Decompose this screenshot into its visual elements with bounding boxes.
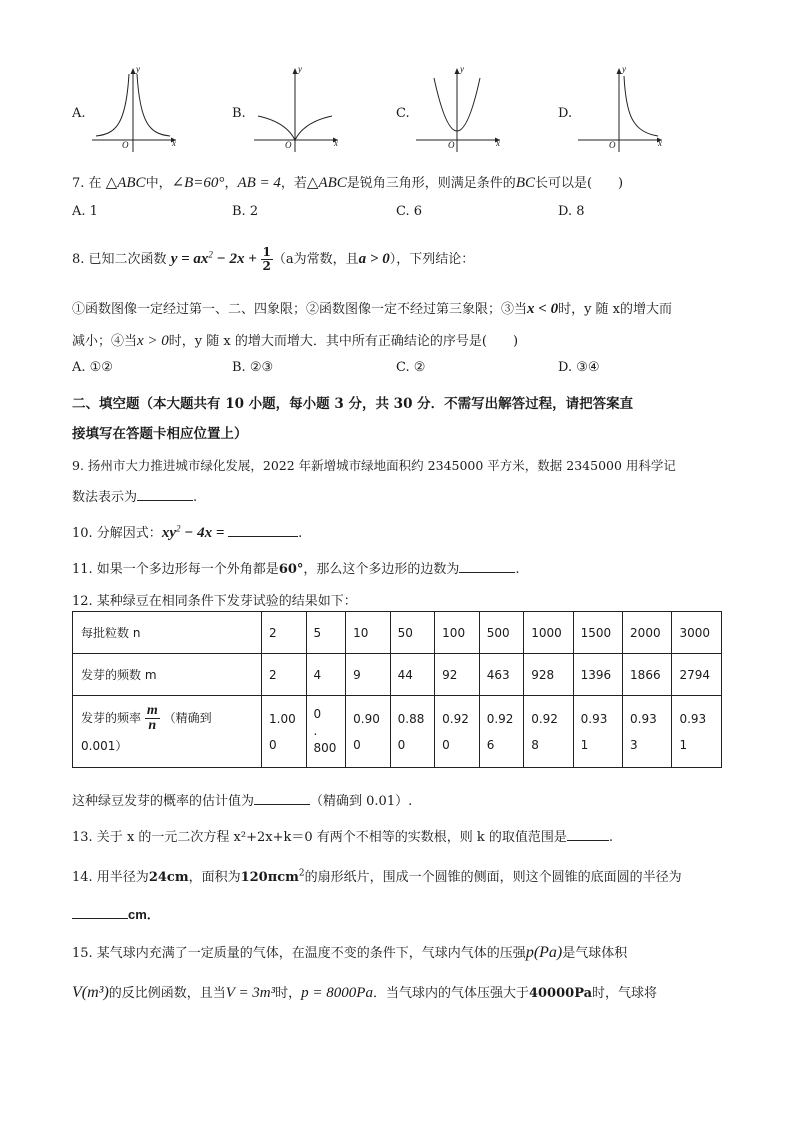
section-2-heading-line2: 接填写在答题卡相应位置上） xyxy=(72,426,248,442)
table-cell: 1500 xyxy=(573,612,622,654)
table-cell: 928 xyxy=(524,654,573,696)
question-9-line1: 9. 扬州市大力推进城市绿化发展，2022 年新增城市绿地面积约 2345000 平方米，数据 2345000 用科学记 xyxy=(72,458,676,473)
table-cell: 0.93 1 xyxy=(672,696,722,768)
table-cell: 100 xyxy=(435,612,480,654)
table-cell: 0.92 8 xyxy=(524,696,573,768)
q8-option-c: C. ② xyxy=(396,360,426,375)
question-12-intro: 12. 某种绿豆在相同条件下发芽试验的结果如下： xyxy=(72,594,357,609)
table-cell: 0.90 0 xyxy=(346,696,391,768)
table-cell: 463 xyxy=(479,654,524,696)
table-cell: 2794 xyxy=(672,654,722,696)
q9-answer-blank xyxy=(137,500,193,501)
table-cell: 50 xyxy=(390,612,435,654)
table-cell: 0.92 0 xyxy=(435,696,480,768)
table-cell: 92 xyxy=(435,654,480,696)
q8-line2: 减小；④当x > 0时，y 随 x 的增大而增大．其中所有正确结论的序号是( ) xyxy=(72,333,519,349)
graph-b-y-label: y xyxy=(298,64,302,74)
graph-b-origin: O xyxy=(285,140,292,150)
table-row xyxy=(73,696,722,768)
question-13: 13. 关于 x 的一元二次方程 x²+2x+k＝0 有两个不相等的实数根，则 k 的取值范围是 . xyxy=(72,830,614,845)
graph-c-x-label: x xyxy=(496,138,500,148)
option-d-label: D. xyxy=(558,106,573,121)
table-cell: 10 xyxy=(346,612,391,654)
table-cell: 2 xyxy=(262,612,307,654)
table-cell: 2 xyxy=(262,654,307,696)
row-header-germination-count: 发芽的频数 m xyxy=(73,654,262,696)
table-cell: 0.92 6 xyxy=(479,696,524,768)
question-10: 10. 分解因式：$xy^2 - 4x$ = . xyxy=(72,523,303,541)
graph-option-b xyxy=(252,64,342,154)
question-12-answer: 这种绿豆发芽的概率的估计值为 （精确到 0.01）. xyxy=(72,794,413,809)
row-header-batch-count: 每批粒数 n xyxy=(73,612,262,654)
q8-option-d: D. ③④ xyxy=(558,360,600,375)
q12-answer-blank xyxy=(254,804,310,805)
table-cell: 0.93 1 xyxy=(573,696,622,768)
graph-c-origin: O xyxy=(448,140,455,150)
question-15-line2: V(m³)的反比例函数，且当V = 3m³时，p = 8000Pa．当气球内的气体压强大于40000Pa时，气球将 xyxy=(72,984,658,1001)
table-cell: 9 xyxy=(346,654,391,696)
q14-answer-blank xyxy=(72,918,128,919)
q7-option-d: D. 8 xyxy=(558,204,585,219)
graph-a-y-label: y xyxy=(136,64,140,74)
graph-d-x-label: x xyxy=(658,138,662,148)
table-row xyxy=(73,654,722,696)
section-2-heading-line1: 二、填空题（本大题共有 10 小题，每小题 3 分，共 30 分．不需写出解答过程，请把答案直 xyxy=(72,396,634,412)
q8-fraction: $\frac{1}{2}$ xyxy=(262,245,271,273)
table-cell: 0.88 0 xyxy=(390,696,435,768)
q10-answer-blank xyxy=(228,536,298,537)
table-cell: 1000 xyxy=(524,612,573,654)
option-a-label: A. xyxy=(72,106,86,121)
table-row xyxy=(73,612,722,654)
q13-answer-blank xyxy=(567,840,609,841)
graph-d-origin: O xyxy=(609,140,616,150)
question-7: 7. 在 △ABC中，∠B=60°，AB = 4，若△ABC是锐角三角形，则满足条件的BC长可以是( ) xyxy=(72,175,624,191)
graph-c-y-label: y xyxy=(460,64,464,74)
table-cell: 2000 xyxy=(623,612,672,654)
question-8: 8. 已知二次函数 $y = ax^2 - 2x$ + $\frac{1}{2}$ （a为常数，且a > 0），下列结论： xyxy=(72,245,475,273)
graph-b-x-label: x xyxy=(334,138,338,148)
graph-option-c xyxy=(414,64,504,154)
option-c-label: C. xyxy=(396,106,410,121)
q8-option-a: A. ①② xyxy=(72,360,113,375)
q7-option-b: B. 2 xyxy=(232,204,259,219)
table-cell: 0 . 800 xyxy=(306,696,346,768)
table-cell: 4 xyxy=(306,654,346,696)
graph-option-d xyxy=(576,64,666,154)
q8-option-b: B. ②③ xyxy=(232,360,274,375)
table-cell: 1.00 0 xyxy=(262,696,307,768)
question-14-line2: cm． xyxy=(72,904,160,923)
table-cell: 1396 xyxy=(573,654,622,696)
graph-a-origin: O xyxy=(122,140,129,150)
table-cell: 3000 xyxy=(672,612,722,654)
row-header-germination-rate: 发芽的频率 $\frac{m}{n}$ （精确到 0.001） xyxy=(73,696,262,768)
germination-table xyxy=(72,611,722,768)
q7-option-c: C. 6 xyxy=(396,204,423,219)
question-11: 11. 如果一个多边形每一个外角都是60°，那么这个多边形的边数为 . xyxy=(72,562,520,577)
q11-answer-blank xyxy=(459,572,515,573)
graph-d-y-label: y xyxy=(622,64,626,74)
option-b-label: B. xyxy=(232,106,246,121)
question-14-line1: 14. 用半径为24cm，面积为120πcm$^2$的扇形纸片，围成一个圆锥的侧面，则这个圆锥的底面圆的半径为 xyxy=(72,868,682,885)
table-cell: 0.93 3 xyxy=(623,696,672,768)
graph-option-a xyxy=(90,64,180,154)
table-cell: 1866 xyxy=(623,654,672,696)
graph-a-x-label: x xyxy=(172,138,176,148)
q7-option-a: A. 1 xyxy=(72,204,98,219)
m-over-n-fraction: $\frac{m}{n}$ xyxy=(146,703,158,733)
question-15-line1: 15. 某气球内充满了一定质量的气体，在温度不变的条件下，气球内气体的压强p(Pa)是气球体积 xyxy=(72,944,628,961)
table-cell: 500 xyxy=(479,612,524,654)
table-cell: 5 xyxy=(306,612,346,654)
question-9-line2: 数法表示为 . xyxy=(72,490,198,505)
table-cell: 44 xyxy=(390,654,435,696)
q8-line1: ①函数图像一定经过第一、二、四象限；②函数图像一定不经过第三象限；③当x < 0时，y 随 x的增大而 xyxy=(72,301,673,317)
